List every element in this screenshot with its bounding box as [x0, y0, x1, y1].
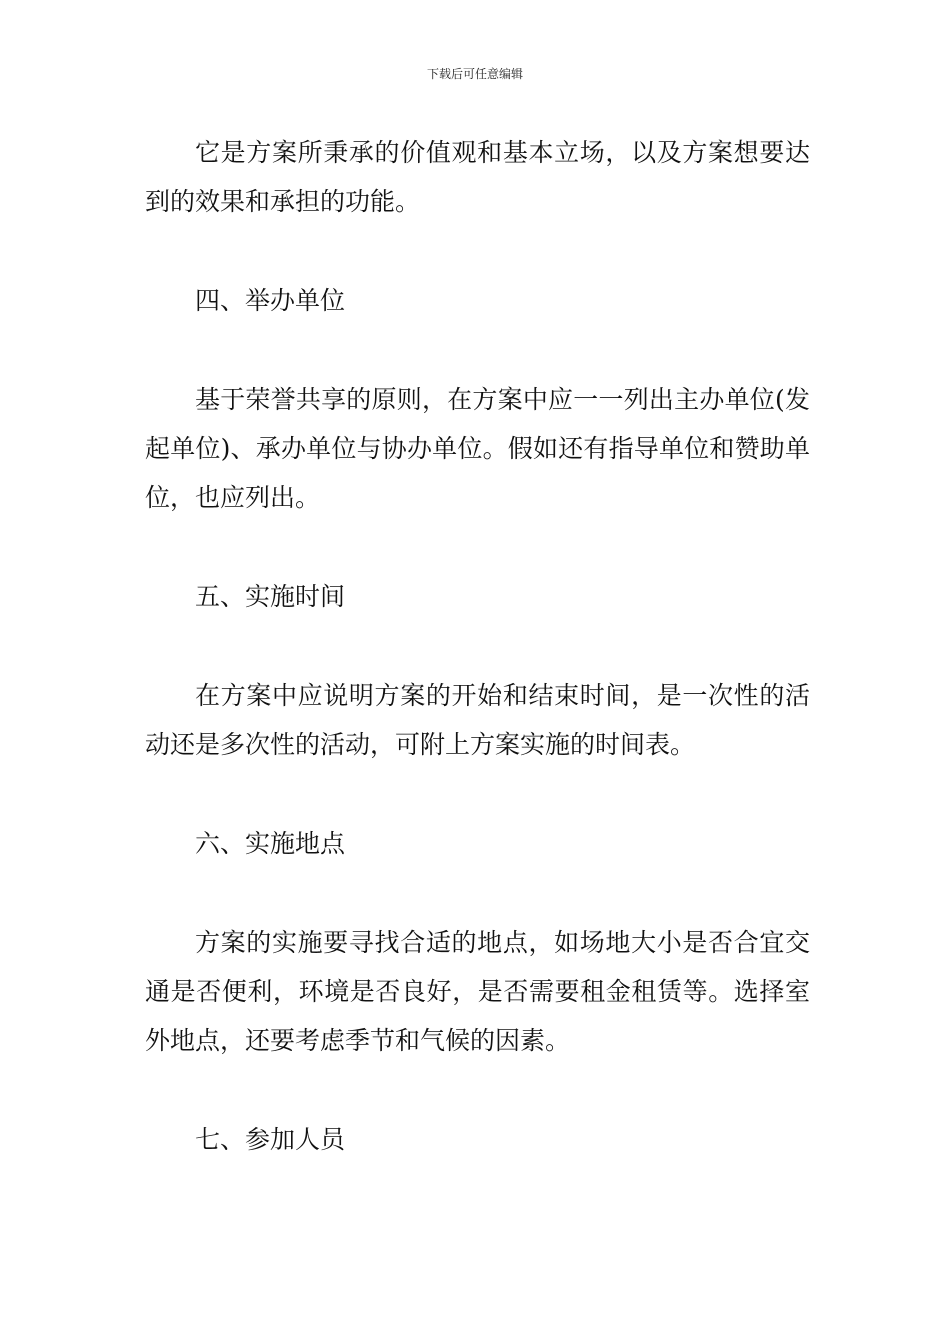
spacer [145, 1065, 810, 1115]
section-heading-organizers: 四、举办单位 [195, 286, 346, 315]
spacer [145, 769, 810, 819]
spacer [145, 522, 810, 572]
section-heading-time: 五、实施时间 [195, 582, 346, 611]
section-heading-location: 六、实施地点 [195, 829, 346, 858]
spacer [145, 325, 810, 375]
page-header-note: 下载后可任意编辑 [426, 67, 523, 81]
spacer [145, 621, 810, 671]
section-heading-participants: 七、参加人员 [195, 1125, 346, 1154]
paragraph-organizers: 基于荣誉共享的原则，在方案中应一一列出主办单位(发起单位)、承办单位与协办单位。假如还有指导单位和赞助单位，也应列出。 [145, 385, 810, 512]
paragraph-purpose: 它是方案所秉承的价值观和基本立场，以及方案想要达到的效果和承担的功能。 [145, 138, 810, 216]
spacer [145, 226, 810, 276]
spacer [145, 868, 810, 918]
document-body [145, 128, 810, 1164]
paragraph-time: 在方案中应说明方案的开始和结束时间，是一次性的活动还是多次性的活动，可附上方案实施的时间表。 [145, 681, 810, 759]
paragraph-location: 方案的实施要寻找合适的地点，如场地大小是否合宜交通是否便利，环境是否良好，是否需要租金租赁等。选择室外地点，还要考虑季节和气候的因素。 [145, 928, 810, 1055]
